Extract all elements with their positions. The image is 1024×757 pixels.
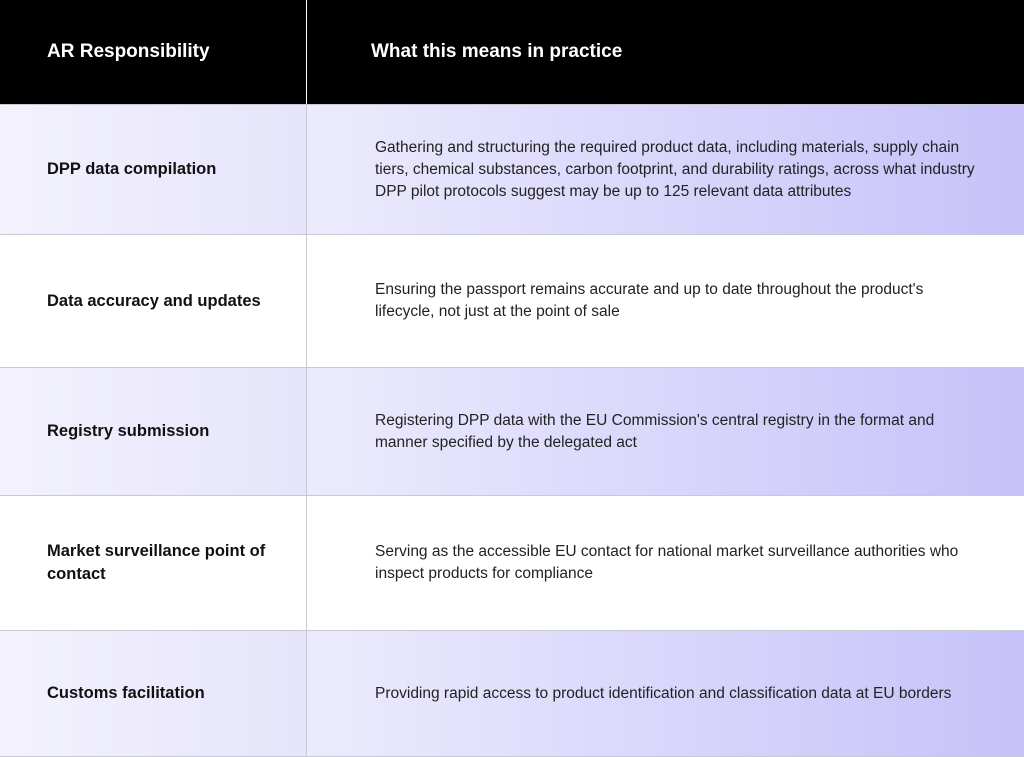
- row-practice: Providing rapid access to product identification and classification data at EU borders: [307, 631, 1024, 756]
- row-practice: Registering DPP data with the EU Commission's central registry in the format and manner specified by the delegated act: [307, 368, 1024, 495]
- row-responsibility: Registry submission: [0, 368, 307, 495]
- table-row: [0, 495, 1024, 630]
- table-row: [0, 234, 1024, 367]
- table-header: [0, 0, 1024, 104]
- row-responsibility: Customs facilitation: [0, 631, 307, 756]
- header-responsibility: AR Responsibility: [0, 0, 307, 104]
- row-responsibility: Data accuracy and updates: [0, 235, 307, 367]
- row-practice: Gathering and structuring the required product data, including materials, supply chain tiers, chemical substances, carbon footprint, and durability ratings, across what industry DPP pilot protocols suggest may be up to 125 relevant data attributes: [307, 105, 1024, 234]
- table-row: [0, 104, 1024, 234]
- row-responsibility: Market surveillance point of contact: [0, 496, 307, 630]
- row-practice: Ensuring the passport remains accurate and up to date throughout the product's lifecycle, not just at the point of sale: [307, 235, 1024, 367]
- table-row: [0, 367, 1024, 495]
- row-practice: Serving as the accessible EU contact for national market surveillance authorities who inspect products for compliance: [307, 496, 1024, 630]
- table-row: [0, 630, 1024, 757]
- row-responsibility: DPP data compilation: [0, 105, 307, 234]
- header-practice: What this means in practice: [371, 41, 623, 62]
